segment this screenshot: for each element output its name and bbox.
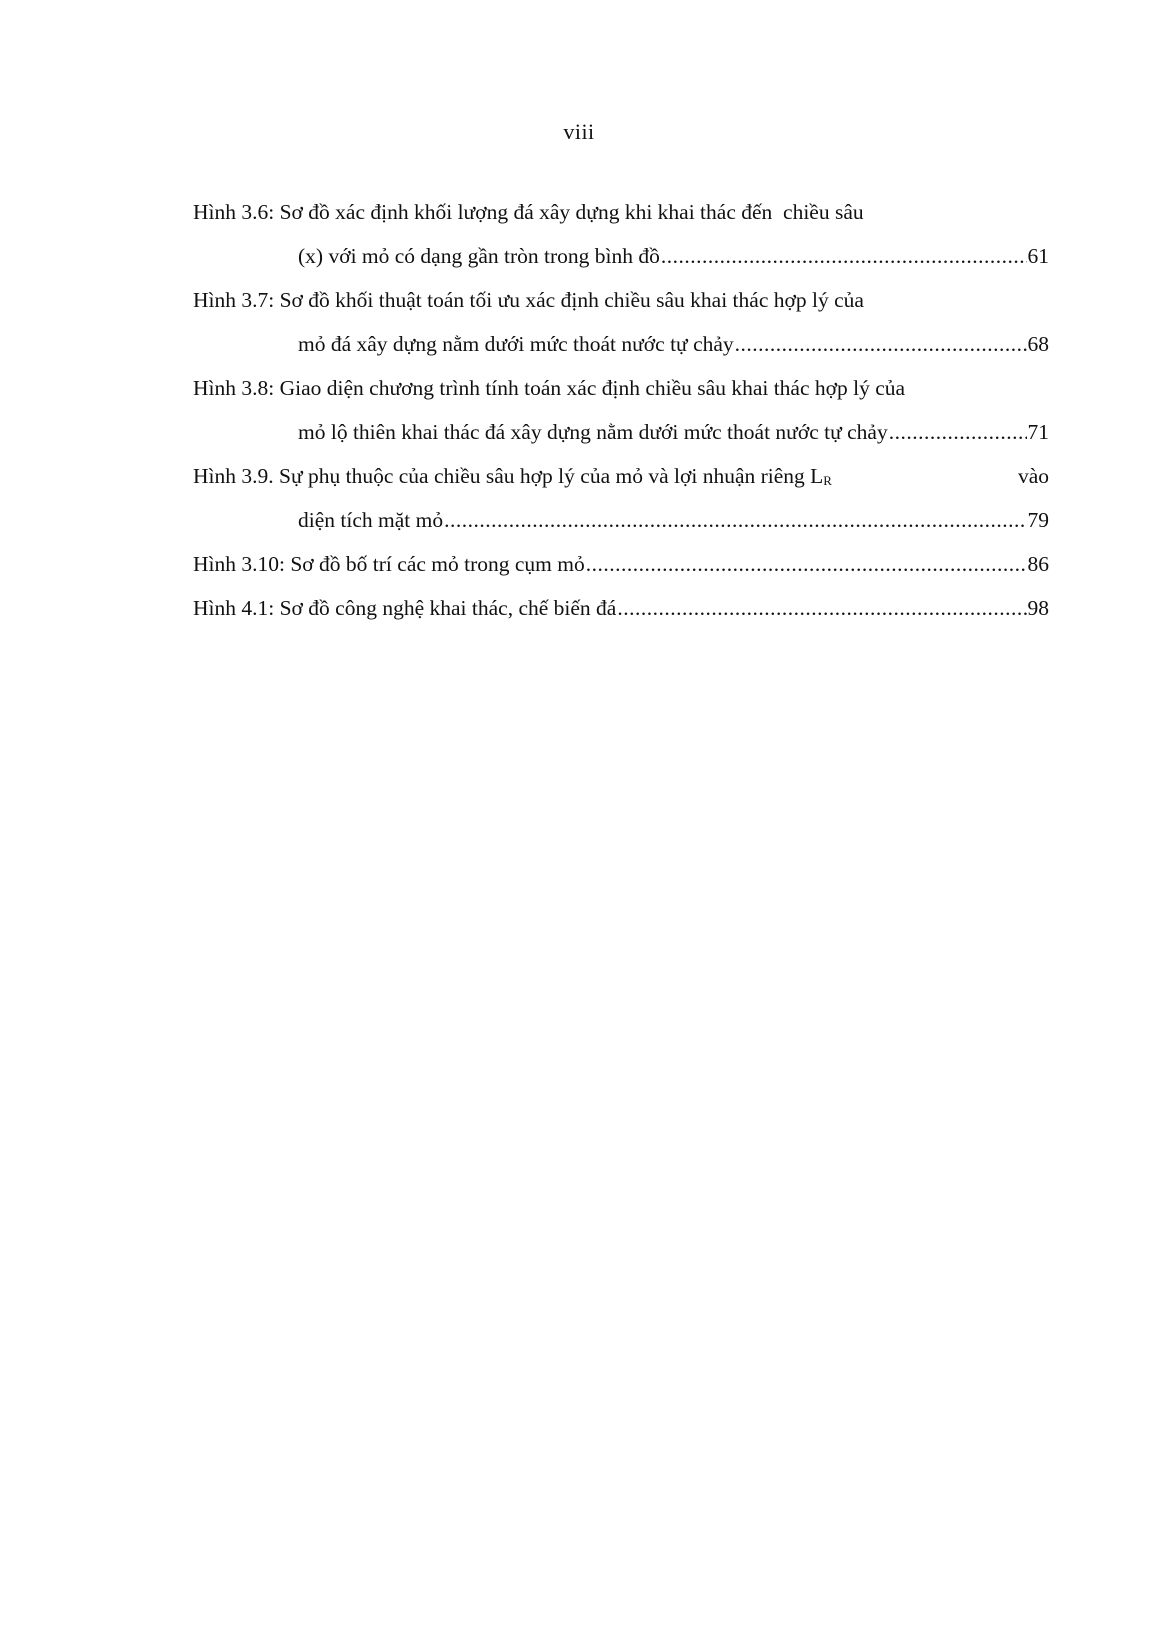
toc-entry-first-line (193, 454, 1049, 498)
figure-caption-continuation: diện tích mặt mỏ (298, 508, 444, 532)
toc-entry-figure-3-8 (193, 366, 1049, 454)
toc-entry-single-line (193, 586, 1049, 630)
dot-leader (735, 322, 1027, 366)
list-of-figures (193, 190, 1049, 630)
toc-entry-last-line (193, 410, 1049, 454)
figure-caption-line: Hình 3.10: Sơ đồ bố trí các mỏ trong cụm mỏ (193, 552, 585, 576)
figure-caption-continuation: (x) với mỏ có dạng gần tròn trong bình đồ (298, 244, 660, 268)
page-reference: 79 (1027, 508, 1049, 532)
figure-caption-main: Hình 3.9. Sự phụ thuộc của chiều sâu hợp lý của mỏ và lợi nhuận riêng L (193, 464, 824, 488)
toc-entry-last-line (193, 322, 1049, 366)
figure-caption-line: Hình 3.8: Giao diện chương trình tính toán xác định chiều sâu khai thác hợp lý của (193, 376, 906, 400)
toc-entry-figure-3-10 (193, 542, 1049, 586)
figure-caption-continuation: mỏ đá xây dựng nằm dưới mức thoát nước tự chảy (298, 332, 734, 356)
dot-leader (444, 498, 1026, 542)
toc-entry-figure-4-1 (193, 586, 1049, 630)
figure-caption-line (193, 454, 832, 503)
dot-leader (661, 234, 1027, 278)
page-reference: 86 (1027, 552, 1049, 576)
dot-leader (889, 410, 1027, 454)
figure-caption-tail: vào (1017, 464, 1049, 488)
figure-caption-continuation: mỏ lộ thiên khai thác đá xây dựng nằm dưới mức thoát nước tự chảy (298, 420, 888, 444)
figure-caption-line: Hình 3.6: Sơ đồ xác định khối lượng đá xây dựng khi khai thác đến chiều sâu (193, 200, 864, 224)
toc-entry-figure-3-7 (193, 278, 1049, 366)
page-reference: 68 (1027, 332, 1049, 356)
page-reference: 61 (1027, 244, 1049, 268)
page-number: viii (563, 119, 595, 144)
toc-entry-first-line (193, 366, 1049, 410)
toc-entry-first-line (193, 190, 1049, 234)
page-reference: 71 (1027, 420, 1049, 444)
dot-leader (617, 586, 1026, 630)
toc-entry-figure-3-6 (193, 190, 1049, 278)
page-reference: 98 (1027, 596, 1049, 620)
subscript-r: R (823, 473, 832, 488)
toc-entry-last-line (193, 234, 1049, 278)
dot-leader (586, 542, 1027, 586)
toc-entry-first-line (193, 278, 1049, 322)
toc-entry-figure-3-9 (193, 454, 1049, 542)
toc-entry-last-line (193, 498, 1049, 542)
toc-entry-single-line (193, 542, 1049, 586)
figure-caption-line: Hình 4.1: Sơ đồ công nghệ khai thác, chế biến đá (193, 596, 617, 620)
figure-caption-line: Hình 3.7: Sơ đồ khối thuật toán tối ưu xác định chiều sâu khai thác hợp lý của (193, 288, 864, 312)
